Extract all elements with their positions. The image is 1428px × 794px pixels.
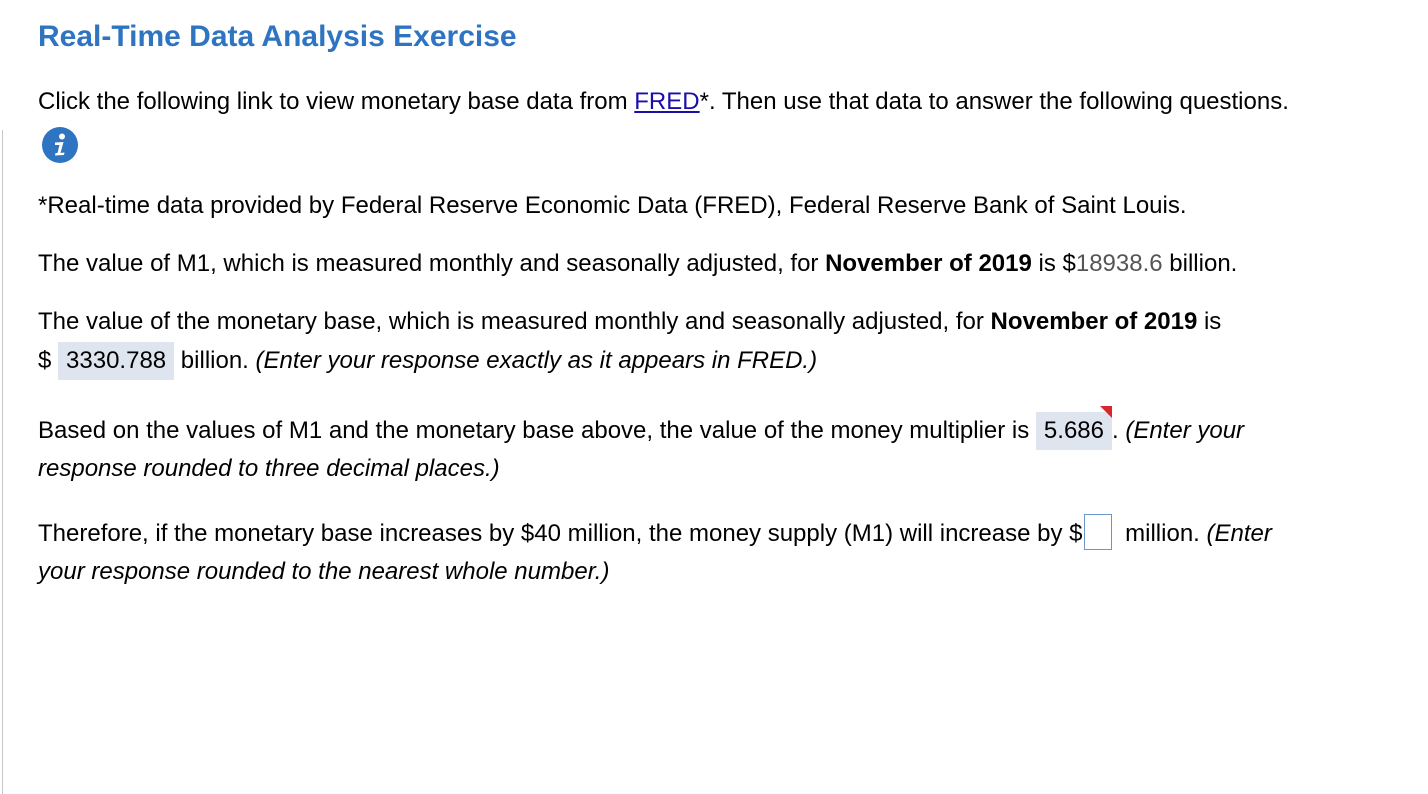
m1-after: billion. — [1162, 250, 1238, 277]
money-supply-input[interactable] — [1084, 514, 1112, 550]
incorrect-flag-icon — [1100, 406, 1112, 418]
base-line2-after: billion. — [174, 347, 256, 374]
multiplier-after: . — [1111, 417, 1126, 444]
intro-before-link: Click the following link to view monetary base data from — [38, 88, 635, 115]
supply-after: million. — [1118, 520, 1207, 547]
multiplier-instruction-2: response rounded to three decimal places.) — [38, 455, 500, 482]
base-instruction: (Enter your response exactly as it appears in FRED.) — [255, 347, 818, 374]
m1-sentence — [38, 245, 1237, 283]
page-title: Real-Time Data Analysis Exercise — [38, 20, 517, 53]
supply-instruction-1: (Enter — [1206, 520, 1272, 547]
money-multiplier-value: 5.686 — [1043, 417, 1104, 444]
footnote-text: *Real-time data provided by Federal Reserve Economic Data (FRED), Federal Reserve Bank of Saint Louis. — [38, 192, 1187, 219]
intro-after-link: *. Then use that data to answer the following questions. — [699, 88, 1289, 115]
multiplier-instruction-1: (Enter your — [1125, 417, 1245, 444]
info-icon[interactable] — [41, 126, 79, 164]
intro-text — [38, 83, 1289, 121]
m1-before-bold: The value of M1, which is measured monthly and seasonally adjusted, for — [38, 250, 826, 277]
multiplier-before: Based on the values of M1 and the monetary base above, the value of the money multiplier is — [38, 417, 1036, 444]
multiplier-sentence-line1 — [38, 412, 1244, 450]
base-line1-after: is — [1197, 308, 1222, 335]
base-before-bold: The value of the monetary base, which is measured monthly and seasonally adjusted, for — [38, 308, 991, 335]
monetary-base-answer[interactable]: 3330.788 — [58, 342, 174, 380]
base-sentence-line1 — [38, 303, 1221, 341]
supply-sentence-line1 — [38, 515, 1272, 553]
money-multiplier-answer[interactable] — [1036, 412, 1112, 450]
supply-before: Therefore, if the monetary base increases by $40 million, the money supply (M1) will increase by $ — [38, 520, 1083, 547]
multiplier-sentence-line2 — [38, 450, 500, 488]
m1-value: 18938.6 — [1075, 250, 1163, 277]
supply-instruction-2: your response rounded to the nearest whole number.) — [38, 558, 610, 585]
left-border-rule — [2, 130, 3, 794]
fred-link[interactable]: FRED — [634, 88, 700, 115]
m1-date: November of 2019 — [825, 250, 1032, 277]
base-dollar: $ — [38, 347, 52, 374]
supply-sentence-line2 — [38, 553, 609, 591]
base-sentence-line2 — [38, 342, 817, 380]
m1-middle: is $ — [1031, 250, 1076, 277]
base-date: November of 2019 — [990, 308, 1198, 335]
